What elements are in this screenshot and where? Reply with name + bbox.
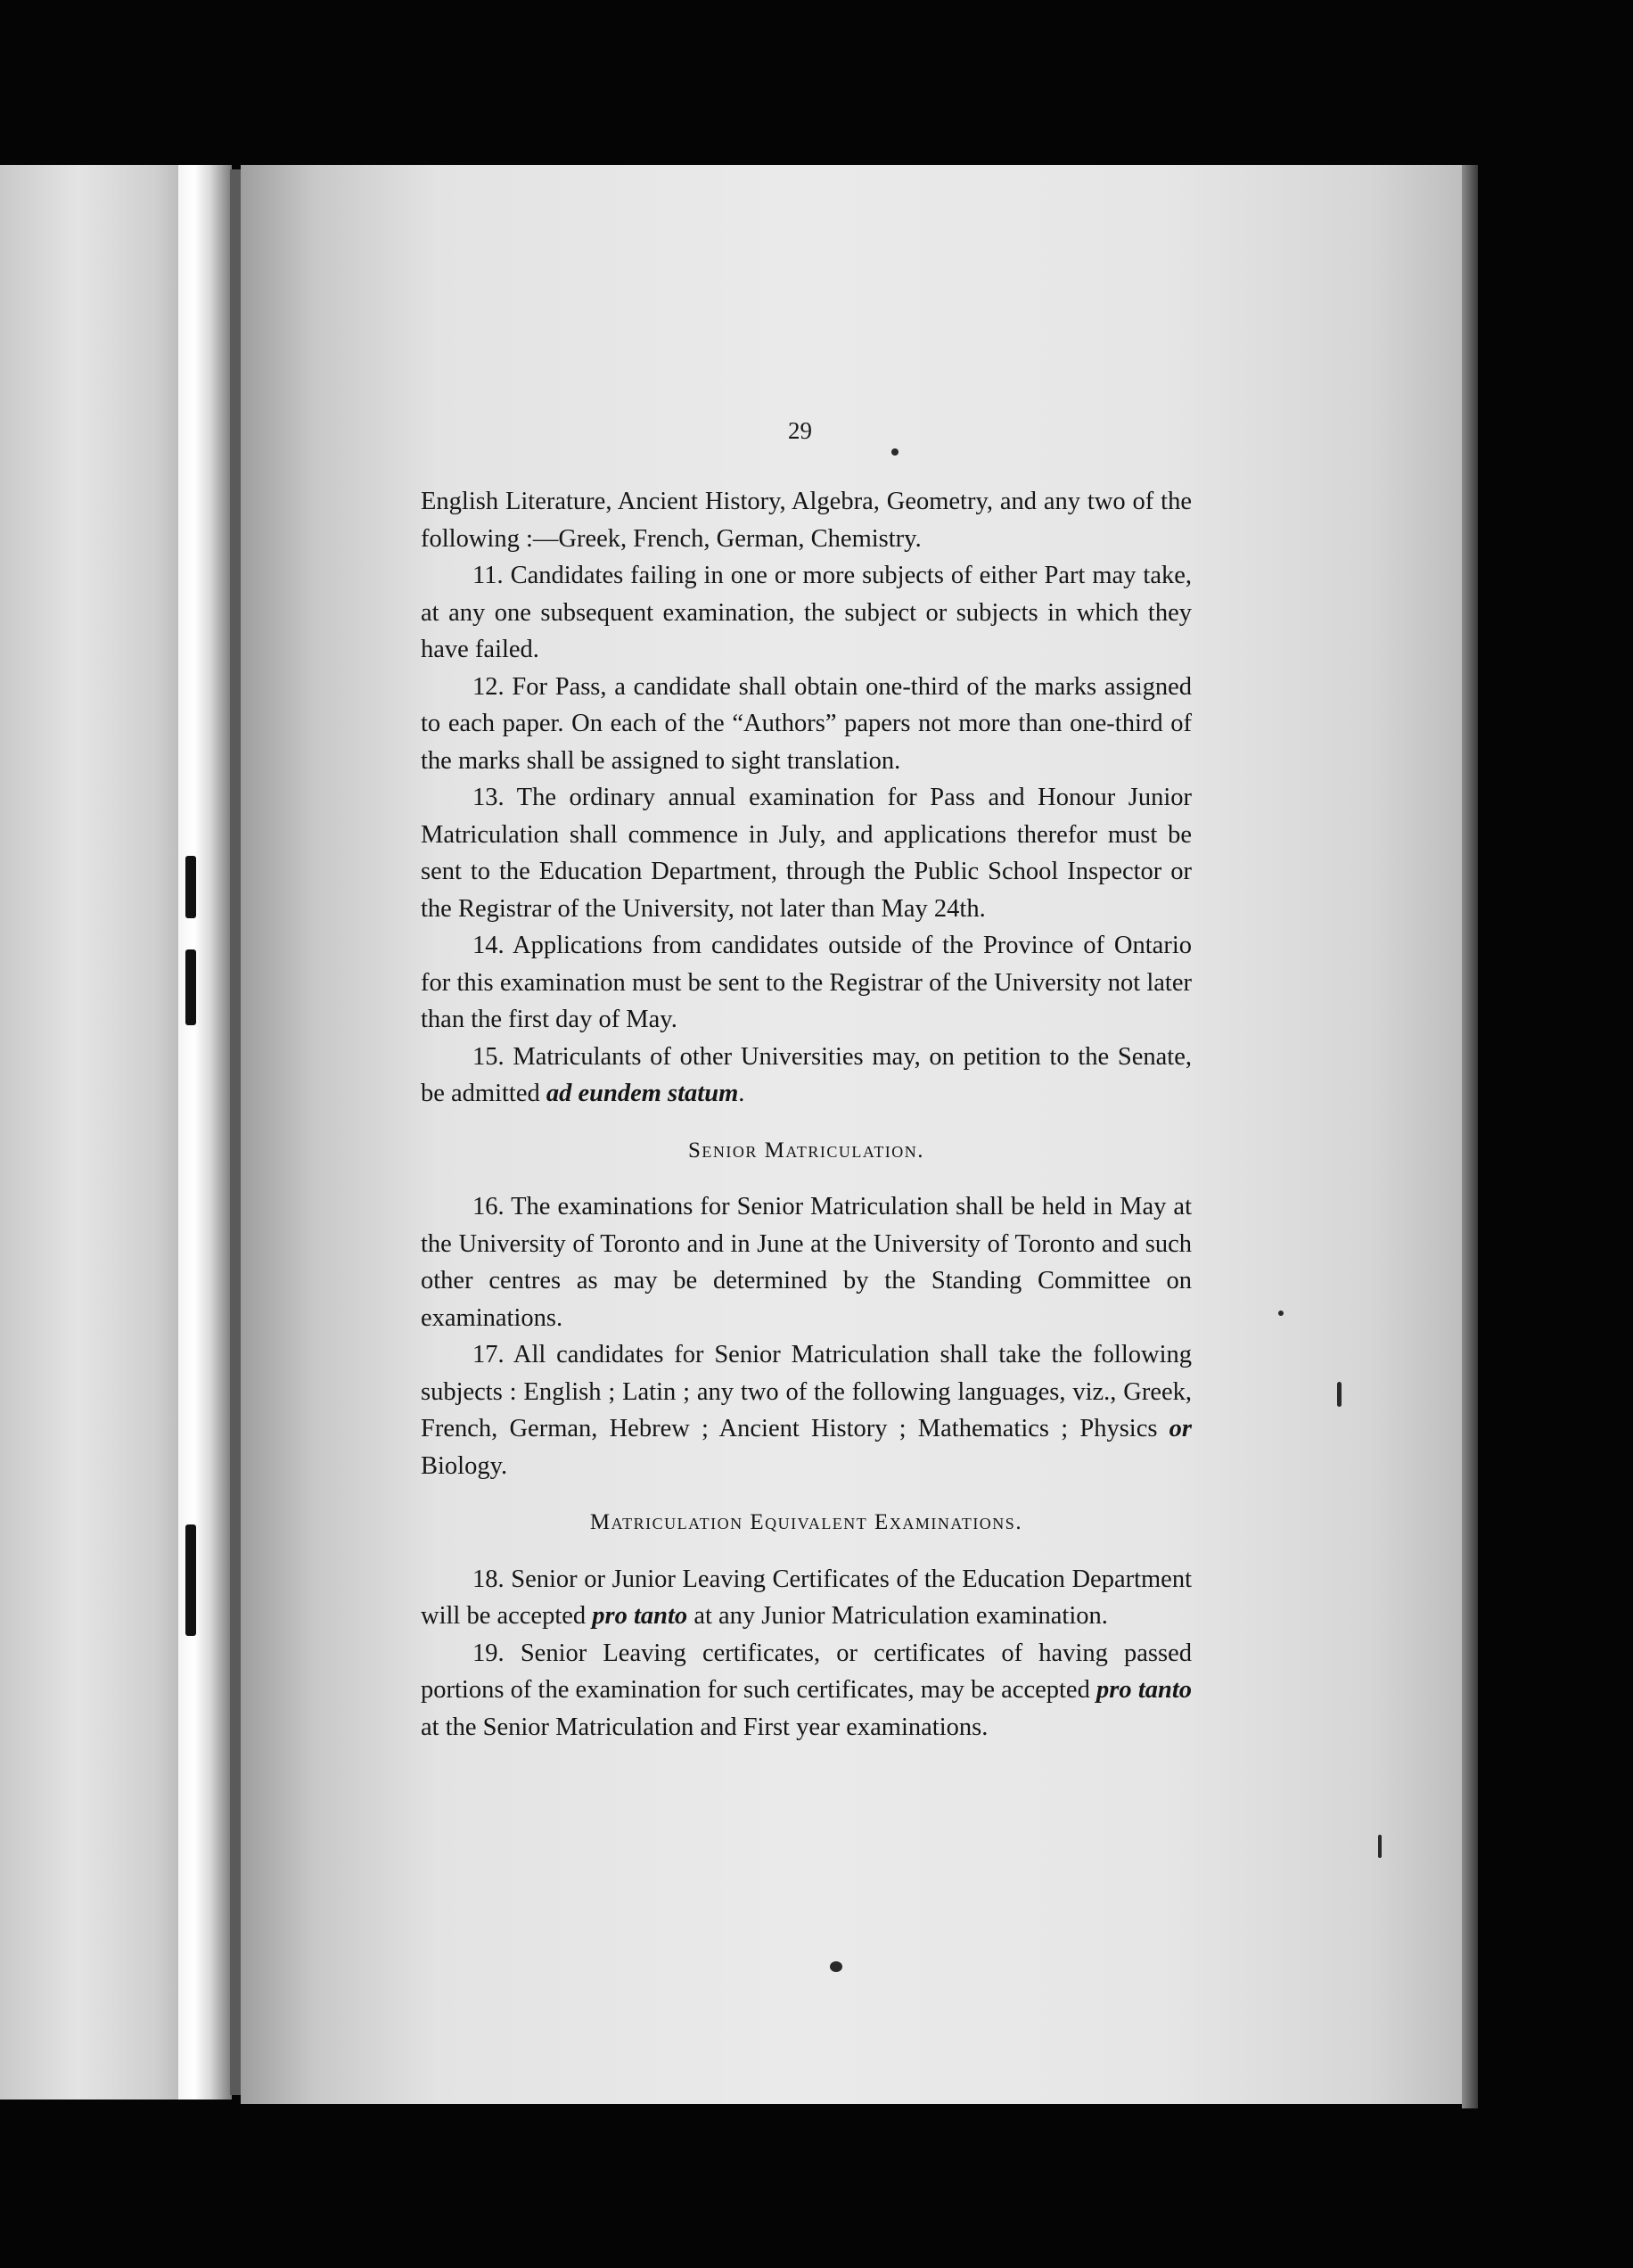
italic-phrase: ad eundem statum: [546, 1080, 739, 1107]
paper-speck: [1337, 1382, 1342, 1407]
paragraph-16: 16. The examinations for Senior Matriculation shall be held in May at the University of Toronto and in June at the University of Toronto and such other centres as may be determined by the Standing Committee on examinations.: [421, 1193, 1192, 1332]
book-gutter: [178, 165, 232, 2100]
italic-phrase: pro tanto: [592, 1602, 688, 1630]
paragraph-14: 14. Applications from candidates outside of the Province of Ontario for this examination must be sent to the Registrar of the University not later than the first day of May.: [421, 932, 1192, 1033]
binding-mark: [185, 949, 196, 1025]
continued-paragraph: English Literature, Ancient History, Algebra, Geometry, and any two of the following :—Greek, French, German, Chemistry.: [421, 488, 1192, 553]
paragraph-18: 18. Senior or Junior Leaving Certificates of the Education Department will be accepted pro tanto at any Junior Matriculation examination.: [421, 1565, 1192, 1630]
paragraph-12: 12. For Pass, a candidate shall obtain one-third of the marks assigned to each paper. On each of the “Authors” papers not more than one-third of the marks shall be assigned to sight translation.: [421, 672, 1192, 775]
paragraph-11: 11. Candidates failing in one or more subjects of either Part may take, at any one subsequent examination, the subject or subjects in which they have failed.: [421, 562, 1192, 663]
section-heading-senior-matriculation: Senior Matriculation.: [687, 1138, 925, 1163]
paper-speck: [830, 1961, 842, 1972]
italic-phrase: pro tanto: [1096, 1676, 1193, 1704]
binding-mark: [185, 1582, 196, 1636]
paper-speck: [1378, 1835, 1382, 1858]
paragraph-19: 19. Senior Leaving certificates, or certificates of having passed portions of the examination for such certificates, may be accepted pro tanto at the Senior Matriculation and First year examinations.: [421, 1639, 1193, 1741]
paper-speck: [1278, 1311, 1284, 1316]
section-heading-matriculation-equivalent: Matriculation Equivalent Examinations.: [589, 1510, 1023, 1534]
paragraph-17: 17. All candidates for Senior Matriculation shall take the following subjects : English ; Latin ; any two of the following languages, viz., Greek, French, German, Hebrew ; Ancient History ; Mathematics ; Physics or Biology.: [421, 1341, 1193, 1480]
paragraph-15: 15. Matriculants of other Universities may, on petition to the Senate, be admitted ad eundem statum.: [421, 1042, 1192, 1107]
binding-mark: [185, 856, 196, 918]
italic-phrase: or: [1169, 1415, 1193, 1442]
page-number: 29: [788, 417, 812, 444]
page-fore-edge: [1462, 165, 1478, 2108]
page-text: [421, 419, 1192, 1746]
paragraph-13: 13. The ordinary annual examination for Pass and Honour Junior Matriculation shall commence in July, and applications therefor must be sent to the Education Department, through the Public School Inspector or the Registrar of the University, not later than May 24th.: [421, 784, 1192, 923]
